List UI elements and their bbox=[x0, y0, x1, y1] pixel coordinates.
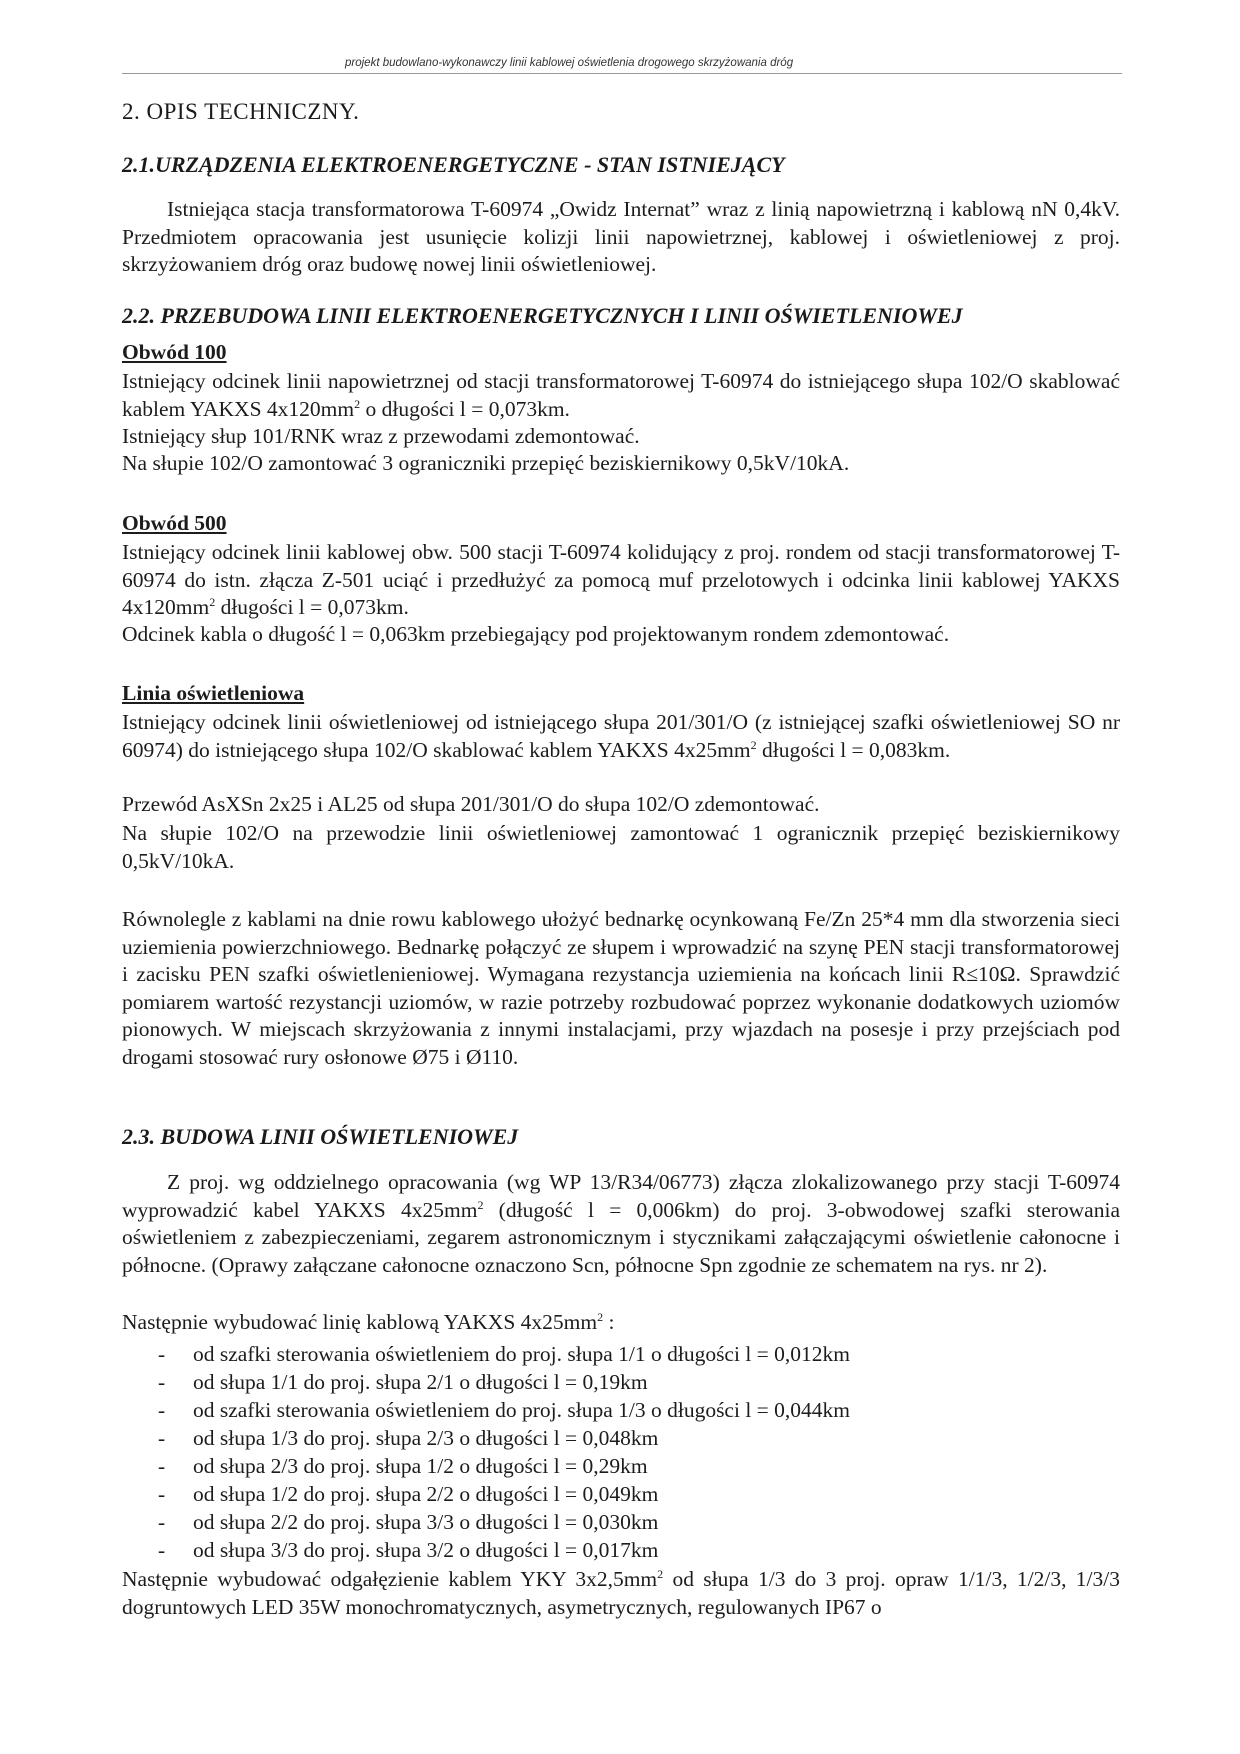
subsection-2-3-title: 2.3. BUDOWA LINII OŚWIETLENIOWEJ bbox=[122, 1124, 519, 1149]
obwod-100-paragraph: Istniejący odcinek linii napowietrznej od stacji transformatorowej T-60974 do istniejącego słupa 102/O skablować kablem YAKXS $4x120mm^2$ o długości l = 0,073km. bbox=[122, 369, 1120, 421]
linia-oswietleniowa-line-2: Przewód AsXSn 2x25 i AL25 od słupa 201/301/O do słupa 102/O zdemontować. bbox=[122, 792, 820, 816]
obwod-100-line-3: Na słupie 102/O zamontować 3 ograniczniki przepięć beziskiernikowy 0,5kV/10kA. bbox=[122, 451, 850, 475]
page-header: projekt budowlano-wykonawczy linii kablowej oświetlenia drogowego skrzyżowania dróg bbox=[345, 57, 794, 69]
cable-line-intro: Następnie wybudować linię kablową YAKXS $4x25mm^2$ : bbox=[122, 1310, 615, 1334]
linia-oswietleniowa-paragraph-3: Na słupie 102/O na przewodzie linii oświetleniowej zamontować 1 ogranicznik przepięć beziskiernikowy 0,5kV/10kA. bbox=[122, 821, 1120, 873]
list-item: - od słupa 2/3 do proj. słupa 1/2 o długości l = 0,29km bbox=[158, 1454, 648, 1478]
obwod-100-heading: Obwód 100 bbox=[122, 340, 227, 364]
subsection-2-3-paragraph: Z proj. wg oddzielnego opracowania (wg WP 13/R34/06773) złącza zlokalizowanego przy stacji T-60974 wyprowadzić kabel YAKXS $4x25mm^2$ (długość l = 0,006km) do proj. 3-obwodowej szafki sterowania oświetleniem z zabezpieczeniami, zegarem astronomicznym i stycznikami załączającymi oświetlenie całonocne i północne. (Oprawy załączane całonocne oznaczono Scn, północne Spn zgodnie ze schematem na rys. nr 2). bbox=[122, 1170, 1120, 1277]
list-item: - od szafki sterowania oświetleniem do proj. słupa 1/1 o długości l = 0,012km bbox=[158, 1342, 851, 1366]
list-item: - od szafki sterowania oświetleniem do proj. słupa 1/3 o długości l = 0,044km bbox=[158, 1398, 851, 1422]
obwod-100-line-2: Istniejący słup 101/RNK wraz z przewodami zdemontować. bbox=[122, 424, 640, 448]
branch-paragraph: Następnie wybudować odgałęzienie kablem YKY $3x2,5mm^2$ od słupa 1/3 do 3 proj. opraw 1/1/3, 1/2/3, 1/3/3 dogruntowych LED 35W monochromatycznych, asymetrycznych, regulowanych IP67 o bbox=[122, 1567, 1120, 1619]
list-item: - od słupa 1/1 do proj. słupa 2/1 o długości l = 0,19km bbox=[158, 1370, 648, 1394]
list-item: - od słupa 1/2 do proj. słupa 2/2 o długości l = 0,049km bbox=[158, 1482, 659, 1506]
linia-oswietleniowa-paragraph: Istniejący odcinek linii oświetleniowej od istniejącego słupa 201/301/O (z istniejącej szafki oświetleniowej SO nr 60974) do istniejącego słupa 102/O skablować kablem YAKXS $4x25mm^2$ długości l = 0,083km. bbox=[122, 710, 1120, 762]
subsection-2-1-text: Istniejąca stacja transformatorowa T-60974 „Owidz Internat” wraz z linią napowietrzną i kablową nN 0,4kV. Przedmiotem opracowania jest usunięcie kolizji linii napowietrznej, kablowej i oświetleniowej z proj. skrzyżowaniem dróg oraz budowę nowej linii oświetleniowej. bbox=[122, 197, 1120, 276]
list-item: - od słupa 2/2 do proj. słupa 3/3 o długości l = 0,030km bbox=[158, 1510, 659, 1534]
cable-segments-list bbox=[122, 1340, 850, 1564]
obwod-500-paragraph: Istniejący odcinek linii kablowej obw. 500 stacji T-60974 kolidujący z proj. rondem od stacji transformatorowej T-60974 do istn. złącza Z-501 uciąć i przedłużyć za pomocą muf przelotowych i odcinka linii kablowej YAKXS $4x120mm^2$ długości l = 0,073km. bbox=[122, 540, 1120, 619]
list-item: - od słupa 1/3 do proj. słupa 2/3 o długości l = 0,048km bbox=[158, 1426, 659, 1450]
obwod-500-line-2: Odcinek kabla o długość l = 0,063km przebiegający pod projektowanym rondem zdemontować. bbox=[122, 622, 950, 646]
list-item: - od słupa 3/3 do proj. słupa 3/2 o długości l = 0,017km bbox=[158, 1538, 659, 1562]
subsection-2-2-title: 2.2. PRZEBUDOWA LINII ELEKTROENERGETYCZNYCH I LINII OŚWIETLENIOWEJ bbox=[122, 303, 963, 328]
obwod-500-heading: Obwód 500 bbox=[122, 511, 227, 535]
grounding-paragraph: Równolegle z kablami na dnie rowu kablowego ułożyć bednarkę ocynkowaną Fe/Zn 25*4 mm dla stworzenia sieci uziemienia powierzchniowego. Bednarkę połączyć ze słupem i wprowadzić na szynę PEN stacji transformatorowej i zacisku PEN szafki oświetlenieniowej. Wymagana rezystancja uziemienia na końcach linii R≤10Ω. Sprawdzić pomiarem wartość rezystancji uziomów, w razie potrzeby rozbudować poprzez wykonanie dodatkowych uziomów pionowych. W miejscach skrzyżowania z innymi instalacjami, przy wjazdach na posesje i przy przejściach pod drogami stosować rury osłonowe Ø75 i Ø110. bbox=[122, 907, 1120, 1069]
linia-oswietleniowa-heading: Linia oświetleniowa bbox=[122, 681, 305, 705]
section-title: 2. OPIS TECHNICZNY. bbox=[122, 99, 360, 124]
subsection-2-1-title: 2.1.URZĄDZENIA ELEKTROENERGETYCZNE - STAN ISTNIEJĄCY bbox=[122, 152, 785, 177]
header-rule bbox=[122, 73, 1122, 74]
